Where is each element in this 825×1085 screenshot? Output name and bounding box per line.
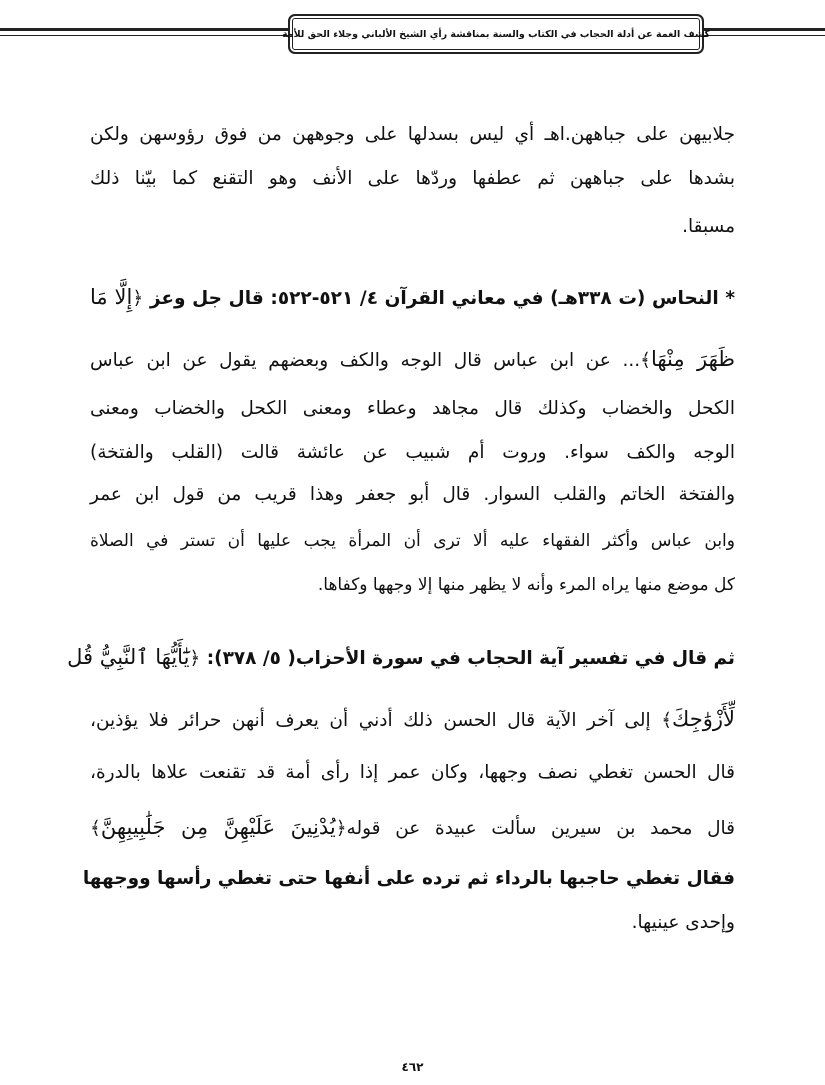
quran-verse-24-31-part2: ظَهَرَ مِنْهَا xyxy=(650,347,735,371)
quran-bracket-open: ﴿ xyxy=(132,288,144,309)
running-header xyxy=(281,14,711,54)
paragraph-3-line-3: قال الحسن تغطي نصف وجهها، وكان عمر إذا رأى أمة قد تقنعت علاها بالدرة، xyxy=(90,762,735,783)
quran-verse-24-31-part1: إِلَّا مَا xyxy=(90,285,133,309)
paragraph-2-line-3: الكحل والخضاب وكذلك قال مجاهد وعطاء ومعنى الكحل والخضاب ومعنى xyxy=(90,398,735,419)
paragraph-2-line-7: كل موضع منها يراه المرء وأنه لا يظهر منها إلا وجهها وكفاها. xyxy=(317,575,735,595)
quran-bracket-close: ﴾ xyxy=(90,818,101,839)
ahzab-citation: ثم قال في تفسير آية الحجاب في سورة الأحزاب( ٥/ ٣٧٨): xyxy=(206,648,735,669)
paragraph-2-line-2 xyxy=(90,344,735,376)
paragraph-2-line-4: الوجه والكف سواء. وروت أم شبيب عن عائشة قالت (القلب والفتخة) xyxy=(90,442,735,463)
running-header-title: كشف الغمة عن أدلة الحجاب في الكتاب والسنة بمناقشة رأي الشيخ الألباني وجلاء الحق للأمة xyxy=(281,28,711,40)
nahhas-citation: * النحاس (ت ٣٣٨هـ) في معاني القرآن ٤/ ٥٢١-٥٢٢: قال جل وعز xyxy=(149,288,735,309)
paragraph-1-line-1: جلابيهن على جباههن.اهـ أي ليس بسدلها على وجوههن من فوق رؤوسهن ولكن xyxy=(90,124,735,145)
quran-bracket-close: ﴾ xyxy=(661,710,673,731)
paragraph-3-line-4 xyxy=(90,812,735,844)
paragraph-2-line-5: والفتخة الخاتم والقلب السوار. قال أبو جعفر وهذا قريب من قول ابن عمر xyxy=(90,484,735,505)
ibn-abbas-report: ... عن ابن عباس قال الوجه والكف وبعضهم يقول عن ابن عباس xyxy=(90,350,641,371)
quran-verse-33-59-part2: لِّأَزْوَٰجِكَ xyxy=(672,707,735,731)
paragraph-2-line-6: وابن عباس وأكثر الفقهاء عليه ألا ترى أن المرأة يجب عليها أن تستر في الصلاة xyxy=(90,531,735,551)
ibn-sirin-report: قال محمد بن سيرين سألت عبيدة عن قوله xyxy=(346,818,735,839)
paragraph-3-line-1 xyxy=(67,642,735,674)
paragraph-2-line-1 xyxy=(90,282,735,314)
hasan-report: إلى آخر الآية قال الحسن ذلك أدني أن يعرف أنهن حرائر فلا يؤذين، xyxy=(90,710,651,731)
paragraph-3-line-5: فقال تغطي حاجبها بالرداء ثم ترده على أنفها حتى تغطي رأسها ووجهها xyxy=(82,868,735,889)
quran-bracket-open: ﴿ xyxy=(335,818,347,839)
paragraph-3-line-2 xyxy=(90,704,735,736)
paragraph-1-line-3: مسبقا. xyxy=(682,216,735,237)
quran-bracket-close: ﴾ xyxy=(640,350,651,371)
page-number: ٤٦٢ xyxy=(401,1060,424,1074)
quran-bracket-open: ﴿ xyxy=(189,648,201,669)
paragraph-1-line-2: بشدها على جباههن ثم عطفها وردّها على الأنف وهو التقنع كما بيّنا ذلك xyxy=(90,168,735,189)
quran-verse-33-59-part3: يُدْنِينَ عَلَيْهِنَّ مِن جَلَٰبِيبِهِنَّ xyxy=(100,815,336,839)
paragraph-3-line-6: وإحدى عينيها. xyxy=(631,912,735,933)
quran-verse-33-59-part1: يَٰٓأَيُّهَا ٱلنَّبِيُّ قُل xyxy=(67,645,190,669)
